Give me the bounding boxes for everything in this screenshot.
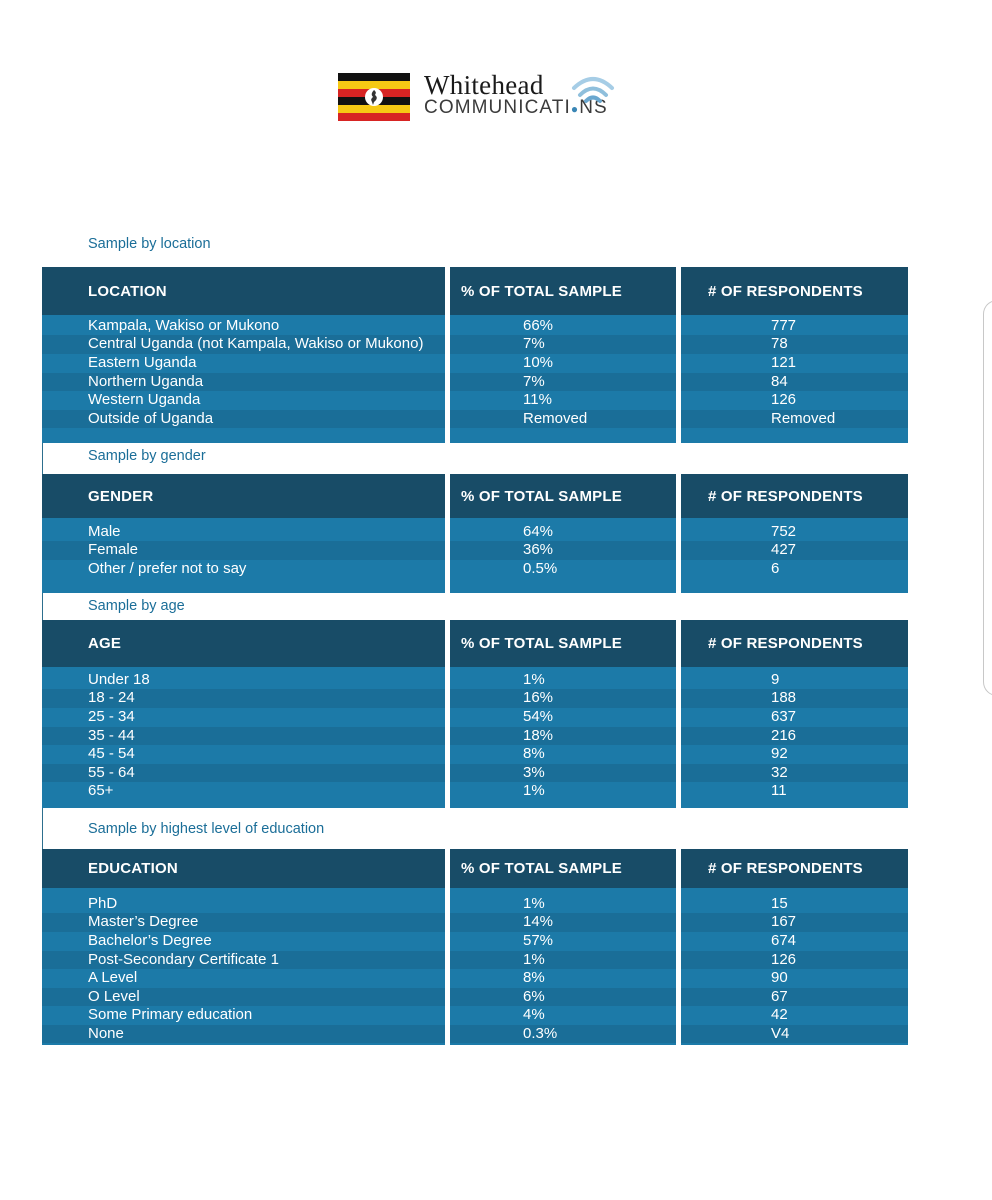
gender-column-3 xyxy=(681,474,908,593)
age-table-cell: 8% xyxy=(523,745,545,763)
age-header-of-respondents: # OF RESPONDENTS xyxy=(681,620,908,667)
wifi-signal-icon xyxy=(570,74,616,108)
age-table-cell: 54% xyxy=(523,707,554,725)
education-table-cell: V4 xyxy=(771,1024,790,1042)
education-table-cell: 1% xyxy=(523,950,545,968)
location-header-location: LOCATION xyxy=(42,267,445,315)
education-column-2 xyxy=(450,849,676,1045)
education-table-cell: 6% xyxy=(523,987,545,1005)
location-table-cell: 78 xyxy=(771,335,788,353)
location-section-caption: Sample by location xyxy=(88,236,211,252)
age-table-cell: 216 xyxy=(771,726,797,744)
gender-table-cell: 6 xyxy=(771,559,780,577)
gender-table-cell: 36% xyxy=(523,541,554,559)
section-left-rule xyxy=(42,443,43,474)
education-table-cell: 57% xyxy=(523,931,554,949)
age-table-cell: 32 xyxy=(771,763,788,781)
gender-table-cell: Other / prefer not to say xyxy=(88,559,247,577)
location-table-cell: Northern Uganda xyxy=(88,372,204,390)
location-table-cell: Eastern Uganda xyxy=(88,353,197,371)
education-table-cell: 67 xyxy=(771,987,788,1005)
whitehead-logo xyxy=(338,72,638,124)
gender-table-cell: Male xyxy=(88,522,121,540)
location-table-cell: 7% xyxy=(523,372,545,390)
brand-subtitle-pre: COMMUNICATI xyxy=(424,97,571,118)
age-table-cell: 1% xyxy=(523,782,545,800)
education-header-education: EDUCATION xyxy=(42,849,445,888)
education-table-cell: 1% xyxy=(523,894,545,912)
age-table-cell: 25 - 34 xyxy=(88,707,135,725)
education-header-of-total-sample: % OF TOTAL SAMPLE xyxy=(450,849,676,888)
gender-header-of-respondents: # OF RESPONDENTS xyxy=(681,474,908,518)
location-table xyxy=(42,267,908,443)
location-table-cell: Kampala, Wakiso or Mukono xyxy=(88,316,280,334)
education-column-1 xyxy=(42,849,445,1045)
uganda-flag-icon xyxy=(338,73,410,121)
gender-table-cell: 752 xyxy=(771,522,797,540)
location-column-1 xyxy=(42,267,445,443)
gender-column-2 xyxy=(450,474,676,593)
gender-column-1 xyxy=(42,474,445,593)
education-table-cell: 14% xyxy=(523,913,554,931)
age-header-of-total-sample: % OF TOTAL SAMPLE xyxy=(450,620,676,667)
gender-table-cell: 64% xyxy=(523,522,554,540)
brand-name: Whitehead xyxy=(424,70,544,100)
age-table-cell: 16% xyxy=(523,689,554,707)
age-table-cell: 11 xyxy=(771,782,787,800)
education-table-cell: 674 xyxy=(771,931,797,949)
age-table-cell: 188 xyxy=(771,689,797,707)
education-table-cell: 167 xyxy=(771,913,797,931)
location-table-cell: 7% xyxy=(523,335,545,353)
age-table-cell: 637 xyxy=(771,707,797,725)
gender-table-cell: Female xyxy=(88,541,139,559)
location-table-cell: 66% xyxy=(523,316,554,334)
education-table-cell: Some Primary education xyxy=(88,1006,253,1024)
education-table-cell: Post-Secondary Certificate 1 xyxy=(88,950,279,968)
age-table-cell: 45 - 54 xyxy=(88,745,135,763)
location-table-cell: Removed xyxy=(523,409,588,427)
education-header-of-respondents: # OF RESPONDENTS xyxy=(681,849,908,888)
education-column-3 xyxy=(681,849,908,1045)
education-table-cell: 15 xyxy=(771,894,788,912)
section-left-rule xyxy=(42,593,43,620)
education-table-cell: 0.3% xyxy=(523,1024,558,1042)
age-table-cell: 92 xyxy=(771,745,788,763)
education-section-caption: Sample by highest level of education xyxy=(88,821,325,837)
age-column-3 xyxy=(681,620,908,808)
location-header-of-total-sample: % OF TOTAL SAMPLE xyxy=(450,267,676,315)
gender-table-cell: 427 xyxy=(771,541,797,559)
age-table xyxy=(42,620,908,808)
age-table-cell: 18% xyxy=(523,726,554,744)
location-table-cell: Outside of Uganda xyxy=(88,409,214,427)
age-table-cell: 9 xyxy=(771,670,780,688)
education-table-cell: O Level xyxy=(88,987,140,1005)
section-left-rule xyxy=(42,808,43,849)
location-header-of-respondents: # OF RESPONDENTS xyxy=(681,267,908,315)
location-table-cell: 11% xyxy=(523,391,552,409)
brand-dot: ● xyxy=(570,102,580,116)
side-drawer-handle[interactable] xyxy=(983,300,992,696)
education-table-cell: A Level xyxy=(88,969,138,987)
education-table xyxy=(42,849,908,1045)
location-table-cell: Central Uganda (not Kampala, Wakiso or Mukono) xyxy=(88,335,424,353)
age-table-cell: 65+ xyxy=(88,782,114,800)
age-table-cell: Under 18 xyxy=(88,670,150,688)
location-table-cell: 126 xyxy=(771,391,797,409)
location-table-cell: 10% xyxy=(523,353,554,371)
education-table-cell: 8% xyxy=(523,969,545,987)
gender-header-of-total-sample: % OF TOTAL SAMPLE xyxy=(450,474,676,518)
gender-table-cell: 0.5% xyxy=(523,559,558,577)
gender-section-caption: Sample by gender xyxy=(88,448,206,464)
education-table-cell: 126 xyxy=(771,950,797,968)
age-section-caption: Sample by age xyxy=(88,598,185,614)
age-column-1 xyxy=(42,620,445,808)
location-table-cell: 121 xyxy=(771,353,797,371)
age-header-age: AGE xyxy=(42,620,445,667)
location-table-cell: 777 xyxy=(771,316,797,334)
gender-table xyxy=(42,474,908,593)
age-table-cell: 35 - 44 xyxy=(88,726,135,744)
education-table-cell: Bachelor’s Degree xyxy=(88,931,212,949)
gender-header-gender: GENDER xyxy=(42,474,445,518)
education-table-cell: PhD xyxy=(88,894,118,912)
location-table-cell: Western Uganda xyxy=(88,391,201,409)
age-column-2 xyxy=(450,620,676,808)
brand-subtitle-post: NS xyxy=(579,97,608,118)
age-table-cell: 1% xyxy=(523,670,545,688)
education-table-cell: Master’s Degree xyxy=(88,913,199,931)
age-table-cell: 18 - 24 xyxy=(88,689,135,707)
location-table-cell: 84 xyxy=(771,372,788,390)
age-table-cell: 3% xyxy=(523,763,545,781)
education-table-cell: 4% xyxy=(523,1006,545,1024)
location-column-3 xyxy=(681,267,908,443)
education-table-cell: 90 xyxy=(771,969,788,987)
education-table-cell: 42 xyxy=(771,1006,788,1024)
location-column-2 xyxy=(450,267,676,443)
education-table-cell: None xyxy=(88,1024,124,1042)
age-table-cell: 55 - 64 xyxy=(88,763,135,781)
location-table-cell: Removed xyxy=(771,409,836,427)
